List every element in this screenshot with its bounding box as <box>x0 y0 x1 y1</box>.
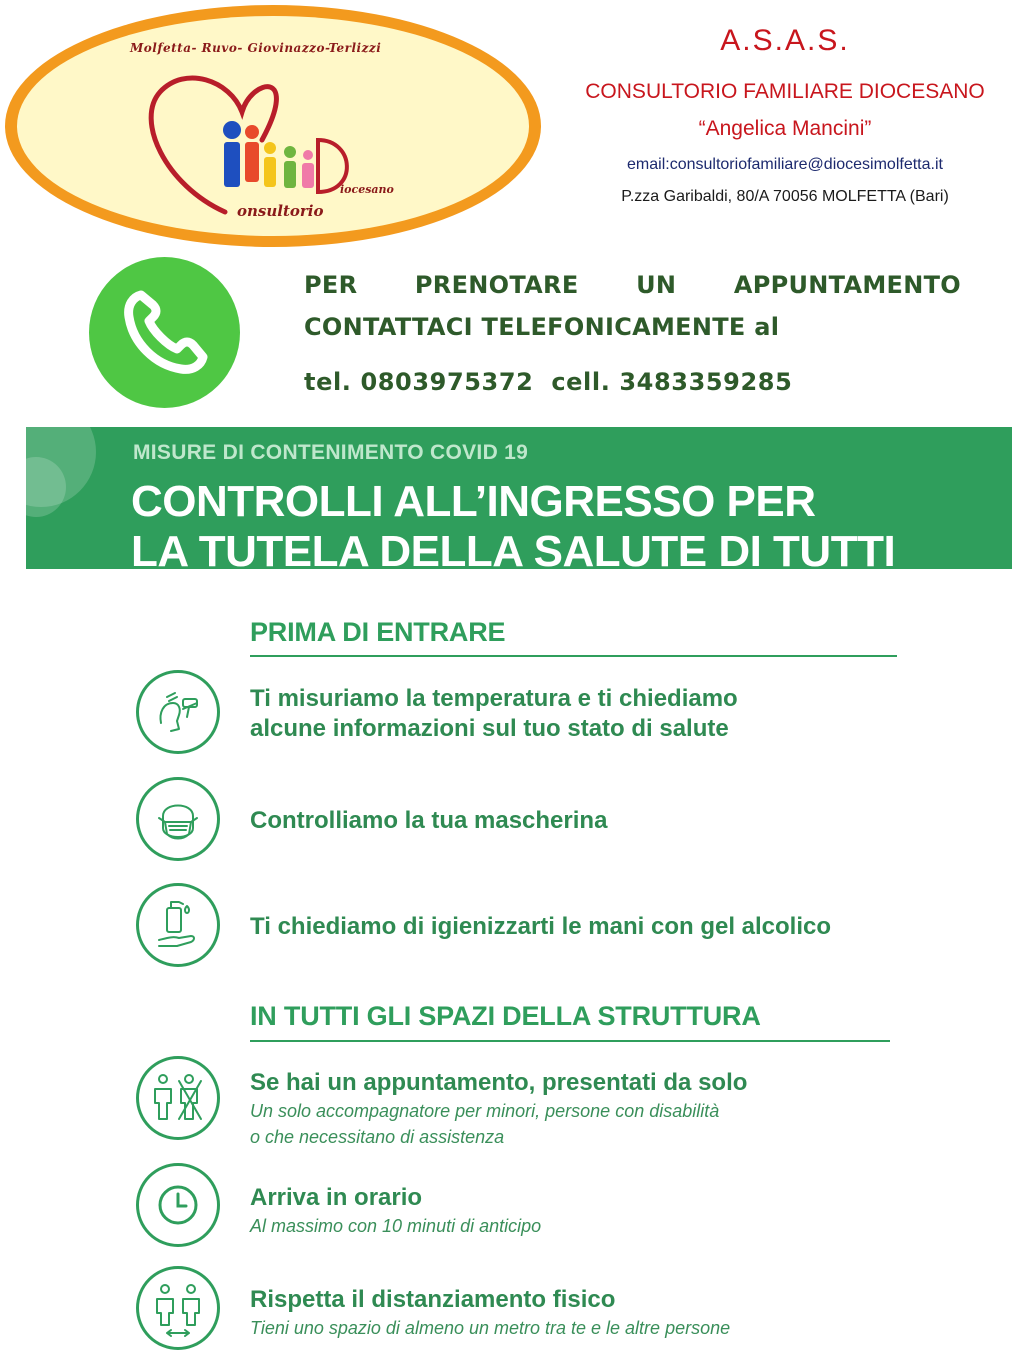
section-divider <box>250 655 897 657</box>
org-name: CONSULTORIO FAMILIARE DIOCESANO <box>585 80 985 103</box>
list-item <box>250 1183 541 1239</box>
item-sub: o che necessitano di assistenza <box>250 1127 505 1147</box>
booking-phone-numbers[interactable]: tel. 0803975372 cell. 3483359285 <box>304 368 793 396</box>
hand-sanitizer-icon <box>136 883 220 967</box>
banner-title-line-2: LA TUTELA DELLA SALUTE DI TUTTI <box>131 527 896 569</box>
list-item <box>250 1285 730 1341</box>
logo-brand-word: onsultorio <box>237 202 324 220</box>
item-sub: Un solo accompagnatore per minori, persone con disabilità <box>250 1101 720 1121</box>
logo-tagline: Molfetta- Ruvo- Giovinazzo-Terlizzi <box>130 41 382 55</box>
org-address: P.zza Garibaldi, 80/A 70056 MOLFETTA (Bari) <box>621 188 949 205</box>
item-line: alcune informazioni sul tuo stato di salute <box>250 715 729 742</box>
consultorio-logo <box>0 0 552 258</box>
booking-line-1 <box>304 271 961 299</box>
item-line: Ti chiediamo di igienizzarti le mani con gel alcolico <box>250 913 832 940</box>
item-sub: Tieni uno spazio di almeno un metro tra te e le altre persone <box>250 1318 731 1338</box>
covid-banner <box>26 427 1012 569</box>
banner-kicker: MISURE DI CONTENIMENTO COVID 19 <box>133 441 529 464</box>
org-subname: “Angelica Mancini” <box>698 117 872 140</box>
booking-word: APPUNTAMENTO <box>733 271 961 299</box>
temperature-check-icon <box>136 670 220 754</box>
booking-line-2: CONTATTACI TELEFONICAMENTE al <box>304 313 780 341</box>
org-email[interactable]: email:consultoriofamiliare@diocesimolfetta.it <box>627 156 943 173</box>
item-line: Ti misuriamo la temperatura e ti chiediamo <box>250 685 738 712</box>
list-item <box>250 684 738 744</box>
booking-word: PRENOTARE <box>414 271 579 299</box>
list-item <box>250 1068 747 1150</box>
phone-icon <box>89 257 240 408</box>
banner-title-line-1: CONTROLLI ALL’INGRESSO PER <box>131 477 816 526</box>
org-acronym: A.S.A.S. <box>720 24 850 57</box>
list-item <box>250 912 831 942</box>
single-person-icon <box>136 1056 220 1140</box>
item-main: Arriva in orario <box>250 1184 423 1211</box>
clock-icon <box>136 1163 220 1247</box>
logo-brand-sub: iocesano <box>340 183 394 196</box>
booking-word: PER <box>304 271 358 299</box>
item-sub: Al massimo con 10 minuti di anticipo <box>250 1216 542 1236</box>
section-title-prima-di-entrare: PRIMA DI ENTRARE <box>250 617 506 647</box>
list-item <box>250 806 607 836</box>
item-line: Controlliamo la tua mascherina <box>250 807 608 834</box>
item-main: Rispetta il distanziamento fisico <box>250 1286 616 1313</box>
face-mask-icon <box>136 777 220 861</box>
booking-word: UN <box>636 271 677 299</box>
distancing-icon <box>136 1266 220 1350</box>
section-title-spazi-struttura: IN TUTTI GLI SPAZI DELLA STRUTTURA <box>250 1001 761 1031</box>
section-divider <box>250 1040 890 1042</box>
item-main: Se hai un appuntamento, presentati da solo <box>250 1069 748 1096</box>
